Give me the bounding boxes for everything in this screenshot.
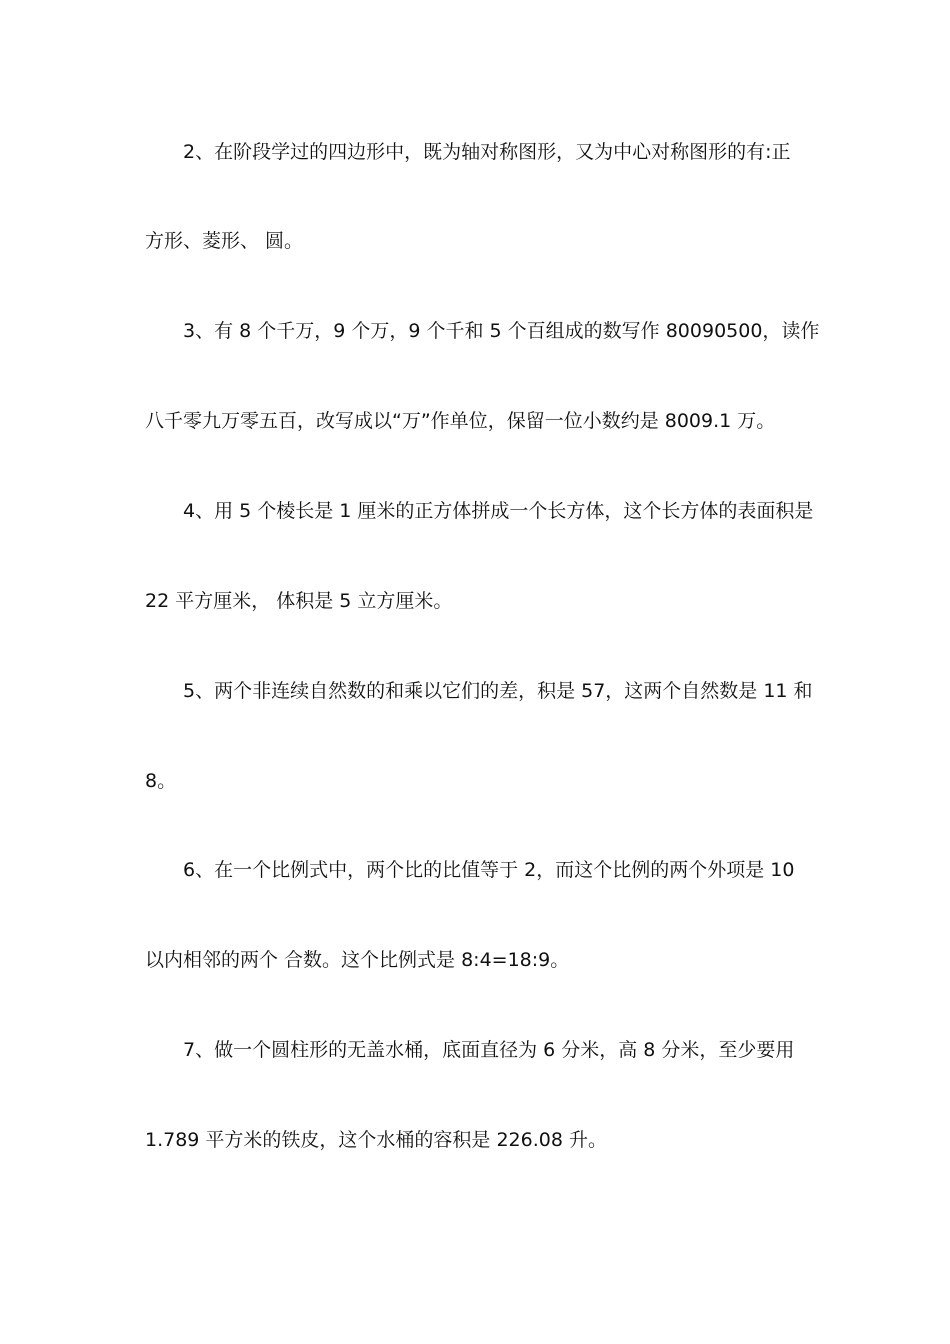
paragraph-7-line-1: 7、做一个圆柱形的无盖水桶，底面直径为 6 分米，高 8 分米，至少要用 [183,1039,795,1061]
paragraph-4-line-2: 22 平方厘米， 体积是 5 立方厘米。 [145,590,453,612]
paragraph-4-line-1: 4、用 5 个棱长是 1 厘米的正方体拼成一个长方体，这个长方体的表面积是 [183,500,814,522]
paragraph-3-line-1: 3、有 8 个千万，9 个万，9 个千和 5 个百组成的数写作 80090500，读作 [183,320,820,342]
paragraph-2-line-1: 2、在阶段学过的四边形中，既为轴对称图形，又为中心对称图形的有:正 [183,141,791,163]
paragraph-7-line-2: 1.789 平方米的铁皮，这个水桶的容积是 226.08 升。 [145,1129,607,1151]
paragraph-2-line-2: 方形、菱形、 圆。 [145,230,304,252]
paragraph-5-line-1: 5、两个非连续自然数的和乘以它们的差，积是 57，这两个自然数是 11 和 [183,680,813,702]
paragraph-3-line-2: 八千零九万零五百，改写成以“万”作单位，保留一位小数约是 8009.1 万。 [145,410,776,432]
paragraph-6-line-1: 6、在一个比例式中，两个比的比值等于 2，而这个比例的两个外项是 10 [183,859,795,881]
paragraph-5-line-2: 8。 [145,770,177,792]
paragraph-6-line-2: 以内相邻的两个 合数。这个比例式是 8:4=18:9。 [145,949,570,971]
